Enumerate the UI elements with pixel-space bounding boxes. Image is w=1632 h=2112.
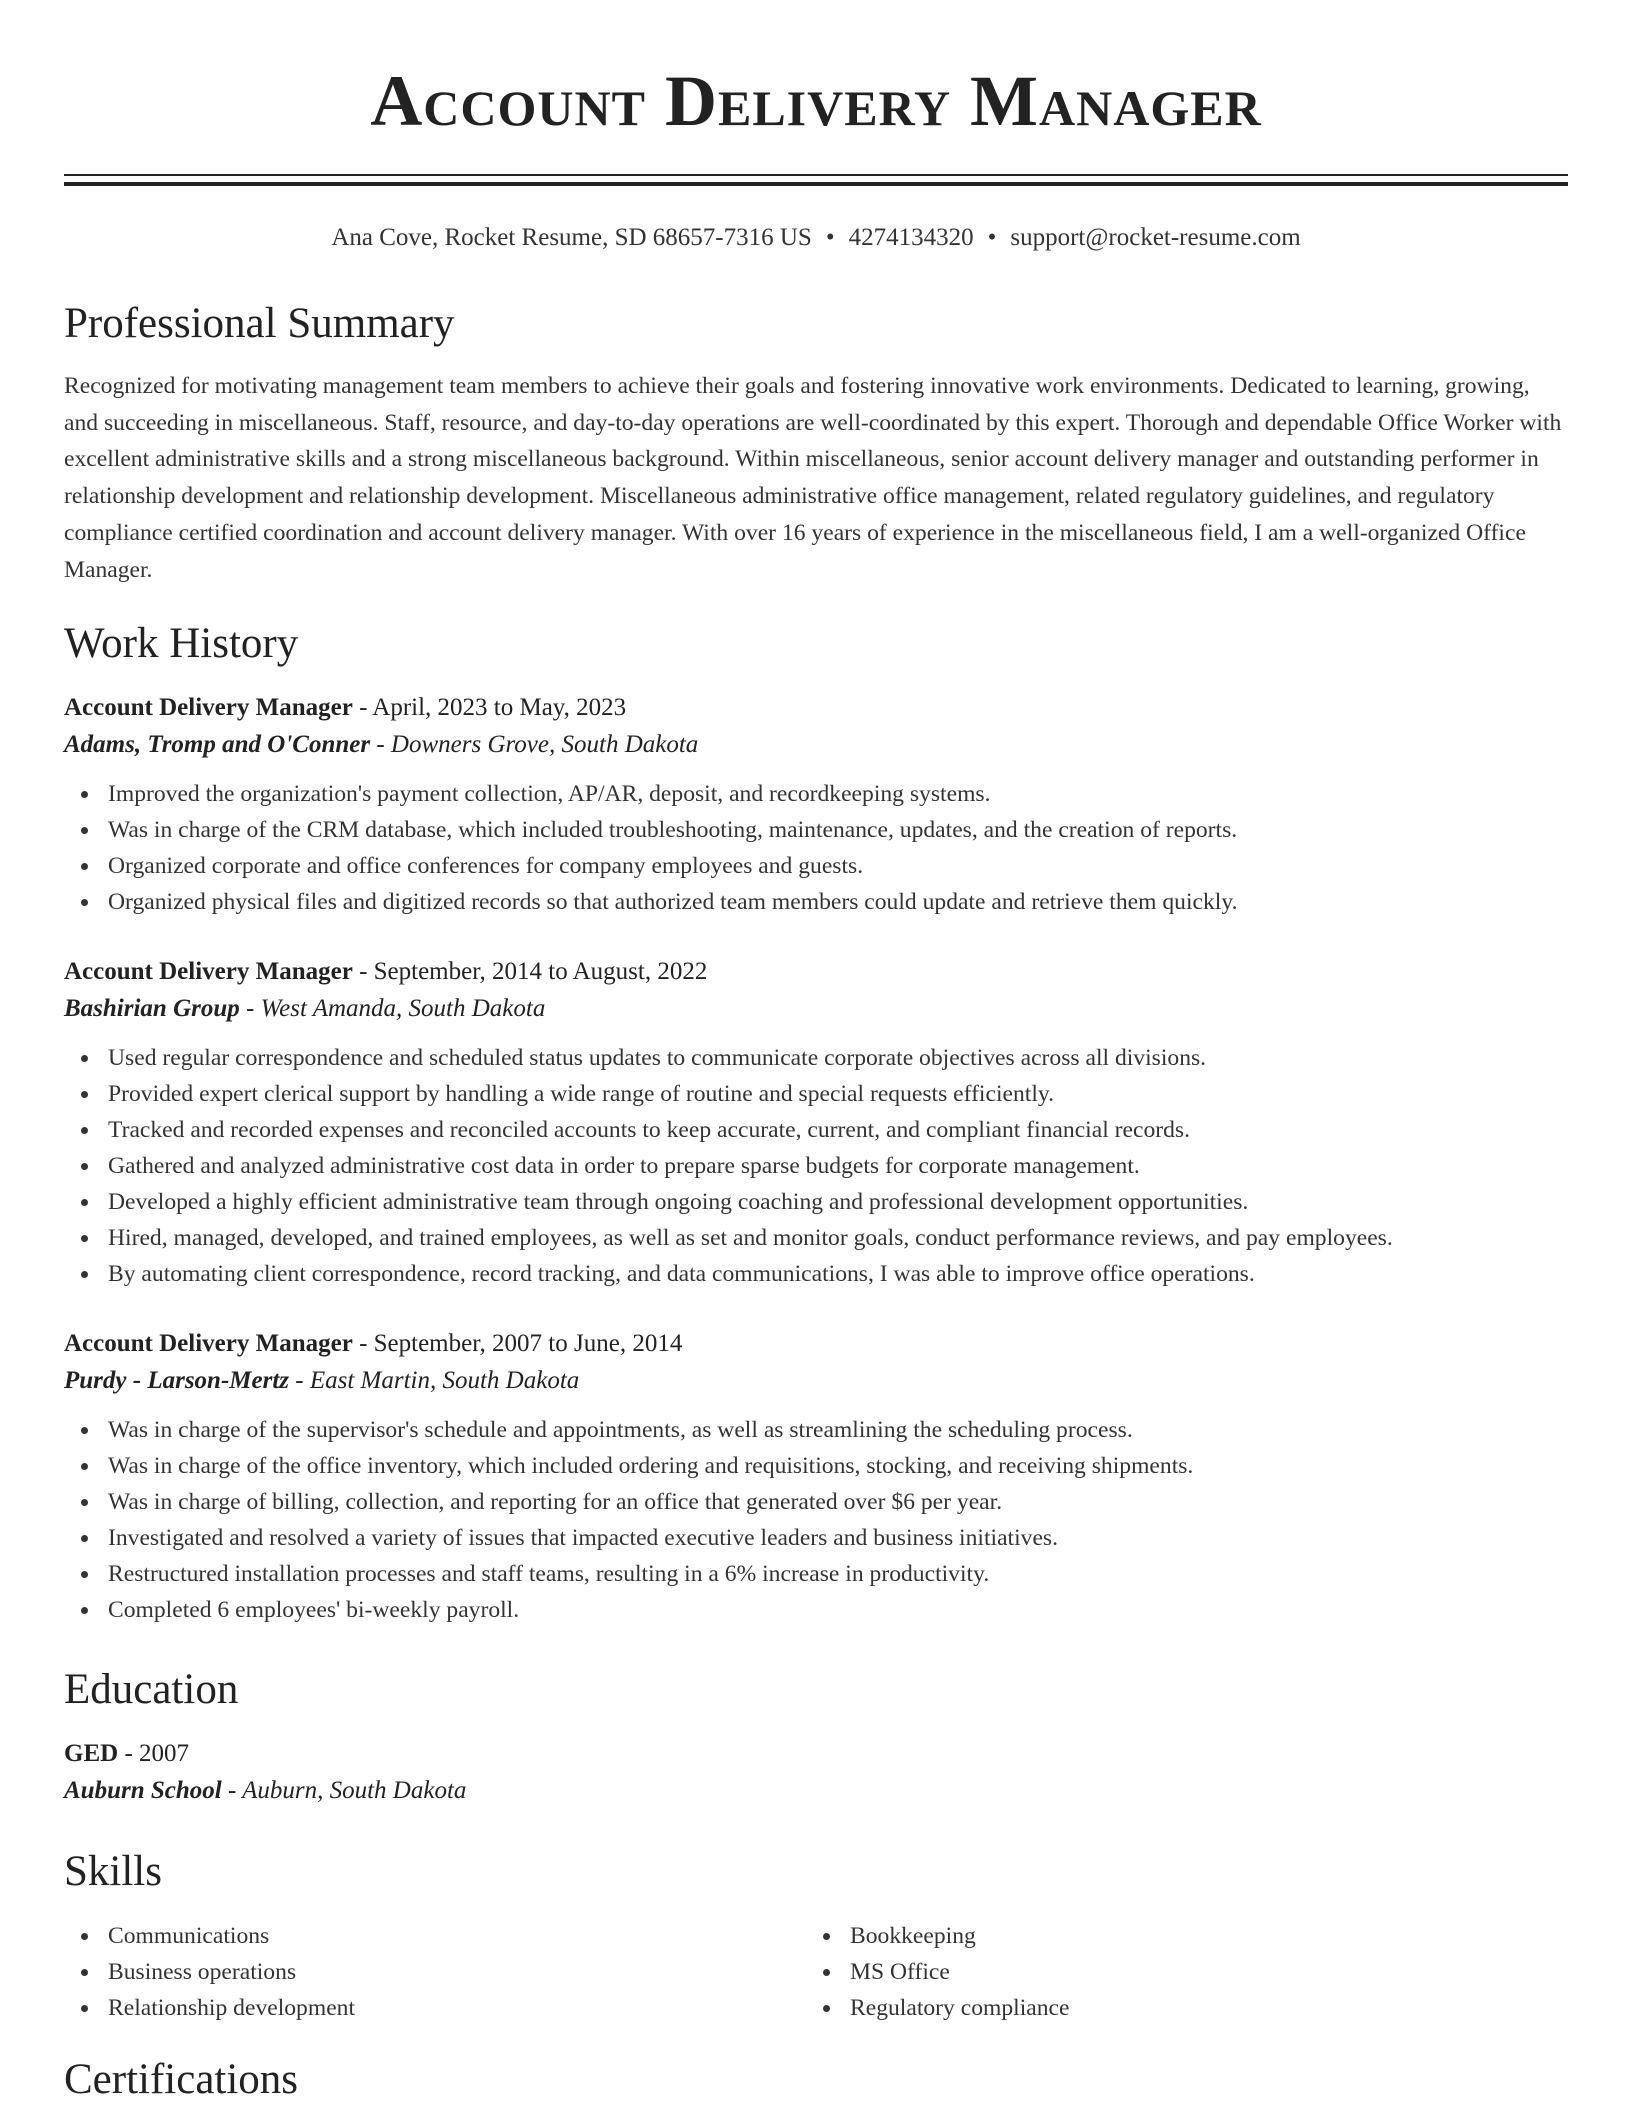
education-heading: Education xyxy=(64,1666,239,1714)
list-item: Was in charge of the office inventory, which included ordering and requisitions, stocking, and receiving shipments. xyxy=(64,1448,1568,1484)
company-name: Bashirian Group xyxy=(64,995,240,1023)
list-item: Provided expert clerical support by handling a wide range of routine and special requests efficiently. xyxy=(64,1076,1568,1112)
title-rule-thin xyxy=(64,174,1568,176)
list-item: Hired, managed, developed, and trained employees, as well as set and monitor goals, conduct performance reviews, and pay employees. xyxy=(64,1220,1568,1256)
skills-grid xyxy=(64,1918,1568,2026)
job-title: Account Delivery Manager xyxy=(64,958,353,986)
list-item: Used regular correspondence and scheduled status updates to communicate corporate objectives across all divisions. xyxy=(64,1040,1568,1076)
company-location: - Downers Grove, South Dakota xyxy=(370,731,699,759)
education-entry xyxy=(64,1736,1568,1810)
company-location: - East Martin, South Dakota xyxy=(289,1367,580,1395)
job-entry xyxy=(64,954,1568,1292)
list-item: Organized corporate and office conferences for company employees and guests. xyxy=(64,848,1568,884)
skills-column-right xyxy=(806,1918,1548,2026)
job-bullets xyxy=(64,1412,1568,1628)
resume-title: Account Delivery Manager xyxy=(370,61,1262,141)
skill-item: MS Office xyxy=(806,1954,1548,1990)
job-dates: - September, 2007 to June, 2014 xyxy=(352,1330,683,1358)
school-line xyxy=(64,1772,1568,1810)
company-line xyxy=(64,726,1568,764)
list-item: Developed a highly efficient administrative team through ongoing coaching and professional development opportunities. xyxy=(64,1184,1568,1220)
skill-item: Communications xyxy=(64,1918,806,1954)
skill-item: Relationship development xyxy=(64,1990,806,2026)
list-item: By automating client correspondence, record tracking, and data communications, I was able to improve office operations. xyxy=(64,1256,1568,1292)
contact-phone: 4274134320 xyxy=(848,224,974,251)
list-item: Was in charge of the CRM database, which included troubleshooting, maintenance, updates, and the creation of reports. xyxy=(64,812,1568,848)
company-line xyxy=(64,990,1568,1028)
skill-item: Business operations xyxy=(64,1954,806,1990)
skill-item: Bookkeeping xyxy=(806,1918,1548,1954)
list-item: Tracked and recorded expenses and reconciled accounts to keep accurate, current, and compliant financial records. xyxy=(64,1112,1568,1148)
school-location: - Auburn, South Dakota xyxy=(221,1777,467,1805)
job-dates: - April, 2023 to May, 2023 xyxy=(352,694,627,722)
job-title-line xyxy=(64,690,1568,726)
degree: GED xyxy=(64,1740,119,1768)
work-history-heading: Work History xyxy=(64,620,299,668)
certifications-heading: Certifications xyxy=(64,2056,299,2104)
contact-separator: • xyxy=(987,224,997,251)
list-item: Investigated and resolved a variety of issues that impacted executive leaders and business initiatives. xyxy=(64,1520,1568,1556)
list-item: Was in charge of billing, collection, and reporting for an office that generated over $6 per year. xyxy=(64,1484,1568,1520)
title-rule-thick xyxy=(64,182,1568,186)
job-title: Account Delivery Manager xyxy=(64,694,353,722)
summary-text: Recognized for motivating management team members to achieve their goals and fostering innovative work environments. Dedicated to learning, growing, and succeeding in miscellaneous. Staff, resource, and day-to-day operations are well-coordinated by this expert. Thorough and dependable Office Worker with excellent administrative skills and a strong miscellaneous background. Within miscellaneous, senior account delivery manager and outstanding performer in relationship development and relationship development. Miscellaneous administrative office management, related regulatory guidelines, and regulatory compliance certified coordination and account delivery manager. With over 16 years of experience in the miscellaneous field, I am a well-organized Office Manager. xyxy=(64,373,1562,583)
job-title: Account Delivery Manager xyxy=(64,1330,353,1358)
skills-heading: Skills xyxy=(64,1848,162,1896)
contact-address: Ana Cove, Rocket Resume, SD 68657-7316 US xyxy=(331,224,812,251)
contact-separator: • xyxy=(825,224,835,251)
skills-column-left xyxy=(64,1918,806,2026)
job-bullets xyxy=(64,1040,1568,1292)
list-item: Restructured installation processes and staff teams, resulting in a 6% increase in productivity. xyxy=(64,1556,1568,1592)
school-name: Auburn School xyxy=(64,1777,222,1805)
list-item: Organized physical files and digitized records so that authorized team members could update and retrieve them quickly. xyxy=(64,884,1568,920)
company-line xyxy=(64,1362,1568,1400)
list-item: Improved the organization's payment collection, AP/AR, deposit, and recordkeeping systems. xyxy=(64,776,1568,812)
company-name: Adams, Tromp and O'Conner xyxy=(64,731,371,759)
job-bullets xyxy=(64,776,1568,920)
list-item: Was in charge of the supervisor's schedule and appointments, as well as streamlining the scheduling process. xyxy=(64,1412,1568,1448)
job-dates: - September, 2014 to August, 2022 xyxy=(352,958,708,986)
company-location: - West Amanda, South Dakota xyxy=(239,995,546,1023)
list-item: Completed 6 employees' bi-weekly payroll. xyxy=(64,1592,1568,1628)
job-entry xyxy=(64,1326,1568,1628)
job-entry xyxy=(64,690,1568,920)
degree-line xyxy=(64,1736,1568,1772)
contact-line xyxy=(64,222,1568,254)
company-name: Purdy - Larson-Mertz xyxy=(64,1367,290,1395)
contact-email: support@rocket-resume.com xyxy=(1010,224,1301,251)
summary-heading: Professional Summary xyxy=(64,300,455,347)
job-title-line xyxy=(64,1326,1568,1362)
list-item: Gathered and analyzed administrative cost data in order to prepare sparse budgets for corporate management. xyxy=(64,1148,1568,1184)
job-title-line xyxy=(64,954,1568,990)
skill-item: Regulatory compliance xyxy=(806,1990,1548,2026)
degree-year: - 2007 xyxy=(118,1740,190,1768)
